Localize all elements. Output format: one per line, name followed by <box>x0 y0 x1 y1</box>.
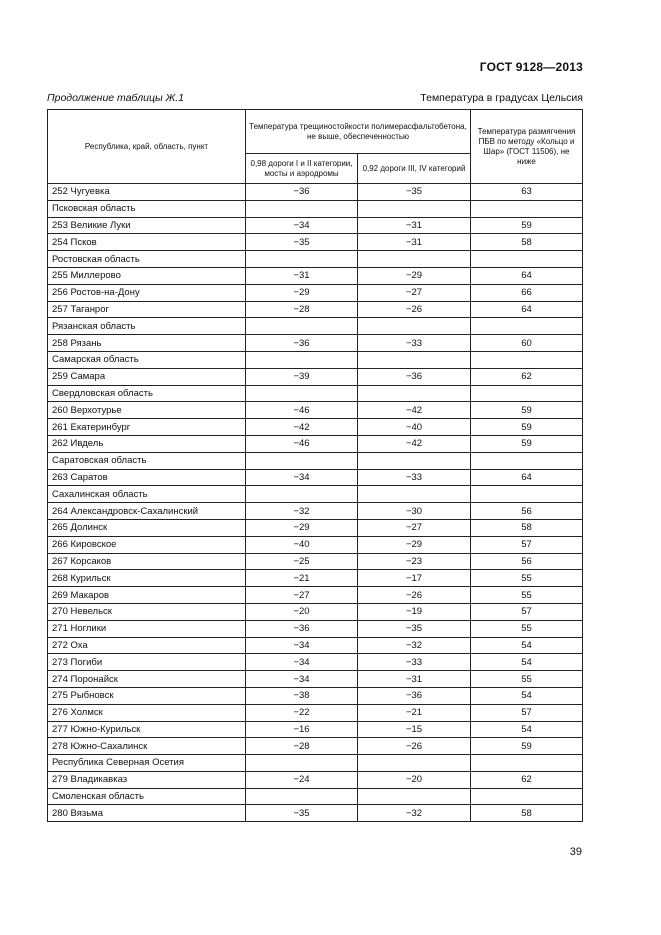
cell-crack-092: −23 <box>358 553 471 570</box>
cell-crack-092: −29 <box>358 267 471 284</box>
cell-softening: 59 <box>471 738 583 755</box>
cell-location: 279 Владикавказ <box>48 771 246 788</box>
cell-location: 278 Южно-Сахалинск <box>48 738 246 755</box>
temperature-table <box>47 109 583 822</box>
cell-location: Псковская область <box>48 200 246 217</box>
cell-softening: 55 <box>471 587 583 604</box>
cell-crack-098: −34 <box>246 469 358 486</box>
cell-crack-098: −32 <box>246 503 358 520</box>
cell-crack-098: −34 <box>246 217 358 234</box>
cell-crack-098 <box>246 452 358 469</box>
cell-softening: 62 <box>471 368 583 385</box>
cell-crack-098 <box>246 200 358 217</box>
cell-crack-092 <box>358 452 471 469</box>
cell-crack-092: −32 <box>358 805 471 822</box>
cell-softening: 59 <box>471 217 583 234</box>
cell-softening: 55 <box>471 570 583 587</box>
table-row <box>48 318 583 335</box>
table-row <box>48 251 583 268</box>
table-row <box>48 267 583 284</box>
cell-crack-092: −17 <box>358 570 471 587</box>
table-row <box>48 452 583 469</box>
cell-crack-098: −24 <box>246 771 358 788</box>
cell-crack-092 <box>358 351 471 368</box>
cell-crack-092: −42 <box>358 402 471 419</box>
cell-location: 264 Александровск-Сахалинский <box>48 503 246 520</box>
header-probability-092: 0,92 дороги III, IV категорий <box>358 154 471 184</box>
cell-crack-098: −39 <box>246 368 358 385</box>
table-row <box>48 570 583 587</box>
cell-location: 268 Курильск <box>48 570 246 587</box>
table-row <box>48 637 583 654</box>
cell-softening: 59 <box>471 435 583 452</box>
table-row <box>48 469 583 486</box>
cell-crack-098: −36 <box>246 184 358 201</box>
cell-crack-092 <box>358 788 471 805</box>
cell-crack-098: −42 <box>246 419 358 436</box>
cell-crack-098: −20 <box>246 603 358 620</box>
cell-crack-098: −46 <box>246 402 358 419</box>
cell-softening <box>471 318 583 335</box>
table-row <box>48 234 583 251</box>
cell-location: 269 Макаров <box>48 587 246 604</box>
cell-softening: 60 <box>471 335 583 352</box>
cell-softening: 56 <box>471 553 583 570</box>
cell-location: 273 Погиби <box>48 654 246 671</box>
cell-location: Ростовская область <box>48 251 246 268</box>
cell-crack-092 <box>358 385 471 402</box>
table-row <box>48 335 583 352</box>
cell-crack-098: −21 <box>246 570 358 587</box>
cell-softening: 54 <box>471 637 583 654</box>
table-row <box>48 402 583 419</box>
cell-softening: 64 <box>471 301 583 318</box>
cell-softening: 58 <box>471 805 583 822</box>
cell-softening: 57 <box>471 603 583 620</box>
cell-location: 259 Самара <box>48 368 246 385</box>
table-row <box>48 654 583 671</box>
cell-location: 257 Таганрог <box>48 301 246 318</box>
page-number: 39 <box>569 846 582 858</box>
table-row <box>48 620 583 637</box>
cell-softening: 54 <box>471 687 583 704</box>
cell-softening: 57 <box>471 536 583 553</box>
cell-softening: 55 <box>471 671 583 688</box>
cell-location: 280 Вязьма <box>48 805 246 822</box>
cell-location: 255 Миллерово <box>48 267 246 284</box>
table-row <box>48 671 583 688</box>
cell-crack-092: −21 <box>358 704 471 721</box>
cell-location: Сахалинская область <box>48 486 246 503</box>
cell-location: Свердловская область <box>48 385 246 402</box>
cell-crack-098 <box>246 788 358 805</box>
cell-softening <box>471 755 583 772</box>
cell-crack-092: −31 <box>358 217 471 234</box>
table-row <box>48 200 583 217</box>
table-row <box>48 284 583 301</box>
cell-crack-098 <box>246 385 358 402</box>
cell-location: Смоленская область <box>48 788 246 805</box>
cell-location: Рязанская область <box>48 318 246 335</box>
cell-location: 275 Рыбновск <box>48 687 246 704</box>
cell-softening: 63 <box>471 184 583 201</box>
cell-crack-092: −33 <box>358 335 471 352</box>
cell-softening: 64 <box>471 267 583 284</box>
header-softening-point: Температура размягчения ПБВ по методу «Кольцо и Шар» (ГОСТ 11506), не ниже <box>471 110 583 184</box>
header-region: Республика, край, область, пункт <box>48 110 246 184</box>
cell-crack-092: −31 <box>358 671 471 688</box>
cell-crack-098: −31 <box>246 267 358 284</box>
cell-location: 265 Долинск <box>48 519 246 536</box>
table-row <box>48 755 583 772</box>
cell-location: 254 Псков <box>48 234 246 251</box>
cell-crack-098: −28 <box>246 738 358 755</box>
cell-softening: 66 <box>471 284 583 301</box>
cell-softening <box>471 452 583 469</box>
table-row <box>48 519 583 536</box>
table-row <box>48 419 583 436</box>
table-row <box>48 486 583 503</box>
cell-crack-092: −27 <box>358 284 471 301</box>
table-row <box>48 503 583 520</box>
cell-crack-098: −40 <box>246 536 358 553</box>
cell-crack-098: −27 <box>246 587 358 604</box>
cell-crack-098: −35 <box>246 234 358 251</box>
cell-location: 270 Невельск <box>48 603 246 620</box>
cell-crack-092: −32 <box>358 637 471 654</box>
cell-crack-098: −29 <box>246 519 358 536</box>
cell-location: Саратовская область <box>48 452 246 469</box>
cell-location: 276 Холмск <box>48 704 246 721</box>
cell-crack-092 <box>358 486 471 503</box>
cell-softening: 58 <box>471 234 583 251</box>
cell-crack-092: −15 <box>358 721 471 738</box>
cell-softening: 62 <box>471 771 583 788</box>
cell-crack-098: −36 <box>246 620 358 637</box>
cell-location: 274 Поронайск <box>48 671 246 688</box>
cell-location: 253 Великие Луки <box>48 217 246 234</box>
table-row <box>48 587 583 604</box>
cell-crack-092: −31 <box>358 234 471 251</box>
cell-softening <box>471 351 583 368</box>
cell-softening: 59 <box>471 419 583 436</box>
cell-softening: 56 <box>471 503 583 520</box>
cell-crack-092: −40 <box>358 419 471 436</box>
table-row <box>48 435 583 452</box>
cell-location: 260 Верхотурье <box>48 402 246 419</box>
cell-softening: 57 <box>471 704 583 721</box>
table-row <box>48 738 583 755</box>
cell-crack-098: −29 <box>246 284 358 301</box>
units-caption: Температура в градусах Цельсия <box>420 92 583 104</box>
table-row <box>48 217 583 234</box>
cell-crack-092: −19 <box>358 603 471 620</box>
table-row <box>48 385 583 402</box>
table-row <box>48 704 583 721</box>
cell-crack-092: −29 <box>358 536 471 553</box>
cell-crack-092: −42 <box>358 435 471 452</box>
cell-crack-092 <box>358 200 471 217</box>
cell-location: 262 Ивдель <box>48 435 246 452</box>
table-row <box>48 721 583 738</box>
cell-softening <box>471 486 583 503</box>
document-code: ГОСТ 9128—2013 <box>479 60 583 74</box>
cell-location: 277 Южно-Курильск <box>48 721 246 738</box>
header-probability-098: 0,98 дороги I и II категории, мосты и аэродромы <box>246 154 358 184</box>
cell-crack-098: −34 <box>246 671 358 688</box>
table-body <box>48 184 583 822</box>
cell-crack-092: −33 <box>358 654 471 671</box>
cell-crack-092 <box>358 251 471 268</box>
cell-crack-092: −35 <box>358 184 471 201</box>
table-row <box>48 184 583 201</box>
table-row <box>48 368 583 385</box>
cell-softening <box>471 251 583 268</box>
cell-crack-098 <box>246 251 358 268</box>
cell-crack-098 <box>246 486 358 503</box>
cell-crack-098: −22 <box>246 704 358 721</box>
cell-location: 261 Екатеринбург <box>48 419 246 436</box>
cell-softening <box>471 788 583 805</box>
cell-crack-092: −35 <box>358 620 471 637</box>
header-crack-resistance: Температура трещиностойкости полимерасфальтобетона, не выше, обеспеченностью <box>246 110 471 154</box>
cell-crack-092: −27 <box>358 519 471 536</box>
table-row <box>48 771 583 788</box>
cell-location: 271 Ноглики <box>48 620 246 637</box>
cell-location: 263 Саратов <box>48 469 246 486</box>
cell-location: 272 Оха <box>48 637 246 654</box>
cell-crack-092: −33 <box>358 469 471 486</box>
table-row <box>48 301 583 318</box>
cell-location: 256 Ростов-на-Дону <box>48 284 246 301</box>
table-row <box>48 805 583 822</box>
cell-crack-098: −28 <box>246 301 358 318</box>
cell-crack-098: −46 <box>246 435 358 452</box>
cell-crack-098: −35 <box>246 805 358 822</box>
cell-softening <box>471 200 583 217</box>
cell-crack-092: −36 <box>358 368 471 385</box>
cell-crack-092: −36 <box>358 687 471 704</box>
cell-location: 266 Кировское <box>48 536 246 553</box>
cell-softening: 59 <box>471 402 583 419</box>
cell-crack-092 <box>358 755 471 772</box>
cell-softening: 58 <box>471 519 583 536</box>
cell-crack-098: −36 <box>246 335 358 352</box>
cell-crack-098 <box>246 351 358 368</box>
cell-crack-092: −26 <box>358 301 471 318</box>
cell-softening: 54 <box>471 654 583 671</box>
table-row <box>48 536 583 553</box>
cell-softening: 64 <box>471 469 583 486</box>
cell-crack-092: −26 <box>358 587 471 604</box>
cell-location: Республика Северная Осетия <box>48 755 246 772</box>
table-row <box>48 788 583 805</box>
table-row <box>48 603 583 620</box>
cell-softening <box>471 385 583 402</box>
cell-location: 267 Корсаков <box>48 553 246 570</box>
cell-location: 252 Чугуевка <box>48 184 246 201</box>
cell-crack-098 <box>246 755 358 772</box>
cell-softening: 54 <box>471 721 583 738</box>
cell-crack-092: −26 <box>358 738 471 755</box>
cell-crack-092: −30 <box>358 503 471 520</box>
table-row <box>48 553 583 570</box>
cell-crack-092 <box>358 318 471 335</box>
cell-crack-098: −25 <box>246 553 358 570</box>
cell-location: 258 Рязань <box>48 335 246 352</box>
table-row <box>48 351 583 368</box>
cell-crack-098: −38 <box>246 687 358 704</box>
table-continuation-caption: Продолжение таблицы Ж.1 <box>47 92 184 104</box>
cell-crack-098: −34 <box>246 654 358 671</box>
table-row <box>48 687 583 704</box>
cell-location: Самарская область <box>48 351 246 368</box>
cell-crack-098 <box>246 318 358 335</box>
cell-crack-098: −16 <box>246 721 358 738</box>
cell-crack-092: −20 <box>358 771 471 788</box>
cell-crack-098: −34 <box>246 637 358 654</box>
cell-softening: 55 <box>471 620 583 637</box>
